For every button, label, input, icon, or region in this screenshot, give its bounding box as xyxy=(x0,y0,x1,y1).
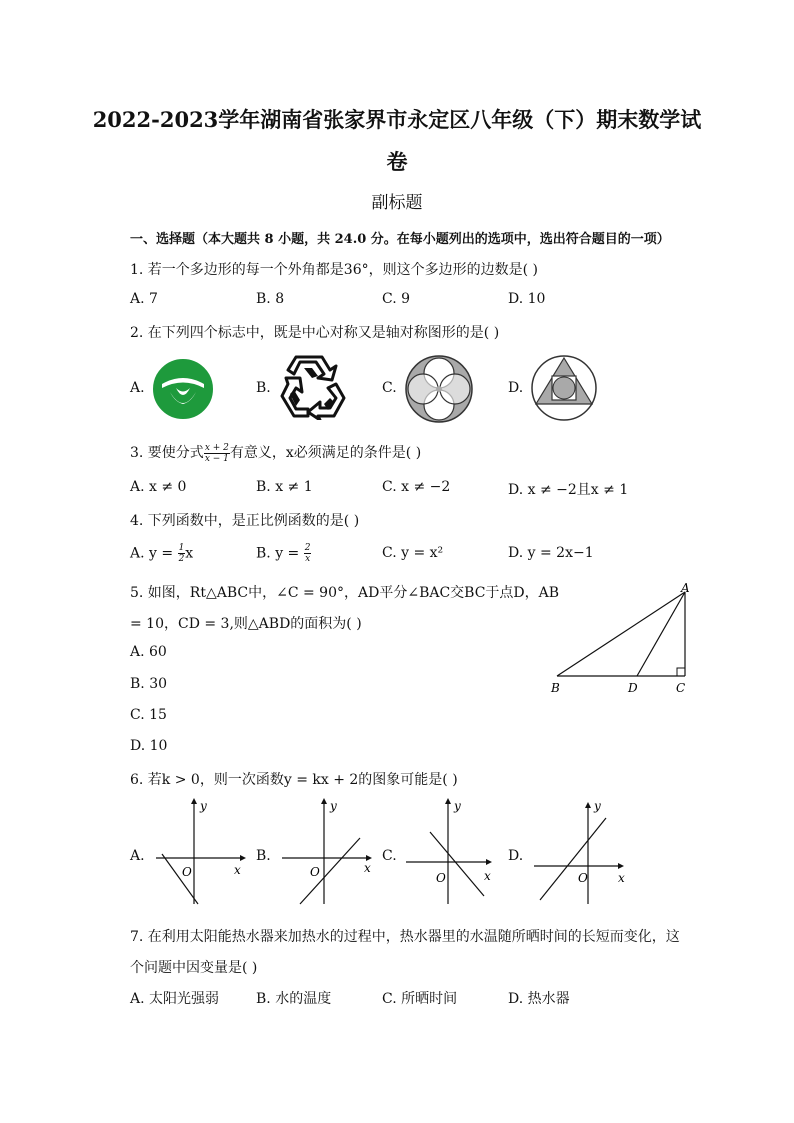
page-title: 2022-2023学年湖南省张家界市永定区八年级（下）期末数学试 xyxy=(92,107,702,132)
q4-b-num: 2 xyxy=(304,543,311,553)
question-7-stem-line2: 个问题中因变量是( ) xyxy=(130,960,258,976)
q2-option-b-label: B. xyxy=(256,380,271,396)
segment-ab xyxy=(557,592,685,676)
q6a-origin-label: O xyxy=(182,865,192,879)
q3-stem-post: 有意义，x必须满足的条件是( ) xyxy=(229,445,422,461)
q4-option-c: C. y = x² xyxy=(382,545,444,561)
question-3-stem xyxy=(130,442,421,464)
segment-ad xyxy=(637,592,685,676)
q6d-x-label: x xyxy=(618,871,625,885)
q4-b-den: x xyxy=(305,554,311,564)
q4-option-a xyxy=(130,543,193,564)
vertex-label-d: D xyxy=(628,681,638,695)
q1-option-a: A. 7 xyxy=(130,291,158,307)
q6c-x-label: x xyxy=(484,869,491,883)
right-angle-mark xyxy=(677,668,685,676)
q3-option-c: C. x ≠ −2 xyxy=(382,479,451,495)
q4-a-post: x xyxy=(185,545,194,562)
q6a-x-label: x xyxy=(234,863,241,877)
q6b-origin-label: O xyxy=(310,865,320,879)
q2-option-d-label: D. xyxy=(508,380,524,396)
q3-option-b: B. x ≠ 1 xyxy=(256,479,313,495)
q6b-y-label: y xyxy=(330,799,337,813)
q5-option-c: C. 15 xyxy=(130,707,167,723)
question-7-stem-line1: 7. 在利用太阳能热水器来加热水的过程中，热水器里的水温随所晒时间的长短而变化，这 xyxy=(130,929,680,945)
q4-option-d: D. y = 2x−1 xyxy=(508,545,594,561)
green-food-logo-icon xyxy=(152,358,214,420)
question-4-stem: 4. 下列函数中，是正比例函数的是( ) xyxy=(130,513,360,529)
q6d-y-label: y xyxy=(594,799,601,813)
q3-frac-den: x − 1 xyxy=(204,453,229,464)
q3-stem-pre: 3. 要使分式 xyxy=(130,445,204,461)
q1-option-b: B. 8 xyxy=(256,291,285,307)
q2-option-c-label: C. xyxy=(382,380,397,396)
q6-graph-d xyxy=(526,796,630,908)
q6b-x-label: x xyxy=(364,861,371,875)
q6c-origin-label: O xyxy=(436,871,446,885)
q4-a-den: 2 xyxy=(178,554,185,564)
q5-triangle-figure xyxy=(545,580,705,700)
q4-b-fraction xyxy=(304,543,312,564)
q5-option-b: B. 30 xyxy=(130,676,168,692)
q3-option-a: A. x ≠ 0 xyxy=(130,479,187,495)
q5-option-d: D. 10 xyxy=(130,738,168,754)
q4-a-num: 1 xyxy=(178,543,185,553)
section-heading: 一、选择题（本大题共 8 小题，共 24.0 分。在每小题列出的选项中，选出符合题目的一项） xyxy=(130,232,670,247)
q2-option-a-label: A. xyxy=(130,380,145,396)
q3-option-d: D. x ≠ −2且x ≠ 1 xyxy=(508,482,629,498)
question-1-stem: 1. 若一个多边形的每一个外角都是36°，则这个多边形的边数是( ) xyxy=(130,262,538,278)
q6-option-b-label: B. xyxy=(256,848,271,864)
q6-graph-a xyxy=(148,796,248,908)
q7-option-d: D. 热水器 xyxy=(508,991,570,1007)
question-5-stem-line2: = 10，CD = 3,则△ABD的面积为( ) xyxy=(130,616,362,632)
q5-option-a: A. 60 xyxy=(130,644,167,660)
q7-option-b: B. 水的温度 xyxy=(256,991,332,1007)
q4-option-b xyxy=(256,543,311,564)
q1-option-d: D. 10 xyxy=(508,291,546,307)
q6-option-d-label: D. xyxy=(508,848,524,864)
recycle-logo-icon xyxy=(278,354,346,420)
q7-option-c: C. 所晒时间 xyxy=(382,991,458,1007)
vertex-label-b: B xyxy=(551,681,560,695)
q1-option-c: C. 9 xyxy=(382,291,411,307)
triangle-square-logo-icon xyxy=(530,354,598,422)
q6-graph-c xyxy=(400,796,500,908)
q6a-y-label: y xyxy=(200,799,207,813)
subtitle: 副标题 xyxy=(371,193,423,213)
q4-b-pre: B. y = xyxy=(256,545,304,562)
q6-option-a-label: A. xyxy=(130,848,145,864)
q3-fraction xyxy=(204,443,230,464)
vertex-label-a: A xyxy=(681,581,690,595)
question-2-stem: 2. 在下列四个标志中，既是中心对称又是轴对称图形的是( ) xyxy=(130,325,500,341)
q3-frac-num: x + 2 xyxy=(204,442,229,453)
q4-a-pre: A. y = xyxy=(130,545,178,562)
page-title-cont: 卷 xyxy=(386,149,408,174)
q6c-y-label: y xyxy=(454,799,461,813)
q6d-origin-label: O xyxy=(578,871,588,885)
q6-graph-b xyxy=(274,796,374,908)
q7-option-a: A. 太阳光强弱 xyxy=(130,991,220,1007)
question-5-stem-line1: 5. 如图，Rt△ABC中，∠C = 90°，AD平分∠BAC交BC于点D，AB xyxy=(130,585,560,601)
question-6-stem: 6. 若k > 0，则一次函数y = kx + 2的图象可能是( ) xyxy=(130,772,458,788)
vertex-label-c: C xyxy=(676,681,686,695)
q6-option-c-label: C. xyxy=(382,848,397,864)
petal-circle-logo-icon xyxy=(404,354,474,424)
